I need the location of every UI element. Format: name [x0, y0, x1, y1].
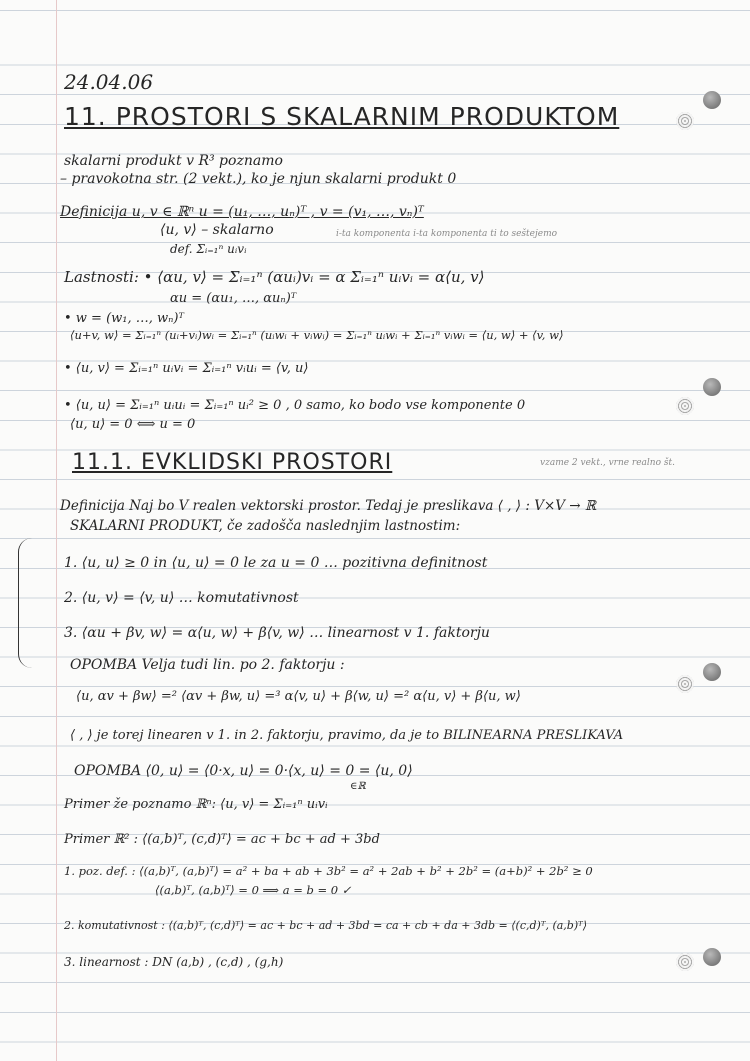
text-line: ⟨ , ⟩ je torej linearen v 1. in 2. faktorju, pravimo, da je to BILINEARNA PRESLIKAVA	[70, 728, 624, 743]
remark-line: OPOMBA ⟨0, u⟩ = ⟨0·x, u⟩ = 0·⟨x, u⟩ = 0 = ⟨u, 0⟩	[74, 763, 413, 779]
binder-hole-icon	[703, 948, 721, 966]
text-line: • ⟨u, v⟩ = Σᵢ₌₁ⁿ uᵢvᵢ = Σᵢ₌₁ⁿ vᵢuᵢ = ⟨v, u⟩	[64, 361, 309, 376]
text-line: SKALARNI PRODUKT, če zadošča naslednjim lastnostim:	[70, 518, 461, 534]
brace-mark	[18, 538, 37, 668]
remark-line: OPOMBA Velja tudi lin. po 2. faktorju :	[70, 657, 345, 673]
definition-line: Definicija Naj bo V realen vektorski prostor. Tedaj je preslikava ⟨ , ⟩ : V×V → ℝ	[60, 498, 597, 514]
text-line: 3. linearnost : DN (a,b) , (c,d) , (g,h)	[64, 955, 284, 969]
perforation-icon	[676, 112, 694, 130]
text-line: ⟨u+v, w⟩ = Σᵢ₌₁ⁿ (uᵢ+vᵢ)wᵢ = Σᵢ₌₁ⁿ (uᵢwᵢ + vᵢwᵢ) = Σᵢ₌₁ⁿ uᵢwᵢ + Σᵢ₌₁ⁿ vᵢwᵢ = ⟨u, w⟩ + ⟨v, w⟩	[70, 328, 564, 342]
text-line: – pravokotna str. (2 vekt.), ko je njun skalarni produkt 0	[60, 171, 457, 187]
perforation-icon	[676, 397, 694, 415]
margin-line	[56, 0, 57, 1061]
example-line: Primer ℝ² : ⟨(a,b)ᵀ, (c,d)ᵀ⟩ = ac + bc + ad + 3bd	[64, 832, 380, 847]
binder-hole-icon	[703, 91, 721, 109]
faint-note: i-ta komponenta i-ta komponenta ti to seštejemo	[336, 229, 558, 239]
perforation-icon	[676, 675, 694, 693]
text-line: • ⟨u, u⟩ = Σᵢ₌₁ⁿ uᵢuᵢ = Σᵢ₌₁ⁿ uᵢ² ≥ 0 , 0 samo, ko bodo vse komponente 0	[64, 398, 526, 413]
binder-hole-icon	[703, 378, 721, 396]
property-2: 2. ⟨u, v⟩ = ⟨v, u⟩ … komutativnost	[64, 590, 299, 606]
perforation-icon	[676, 953, 694, 971]
text-line: skalarni produkt v R³ poznamo	[64, 153, 283, 169]
text-line: • w = (w₁, …, wₙ)ᵀ	[64, 311, 184, 326]
faint-note: vzame 2 vekt., vrne realno št.	[540, 458, 675, 468]
sub-label: ∈ℝ	[350, 781, 366, 792]
definition-line: Definicija u, v ∈ ℝⁿ u = (u₁, …, uₙ)ᵀ , v = (v₁, …, vₙ)ᵀ	[60, 204, 424, 220]
text-line: ⟨(a,b)ᵀ, (a,b)ᵀ⟩ = 0 ⟹ a = b = 0 ✓	[155, 883, 352, 897]
text-line: 1. poz. def. : ⟨(a,b)ᵀ, (a,b)ᵀ⟩ = a² + ba + ab + 3b² = a² + 2ab + b² + 2b² = (a+b)² + 2b² ≥ 0	[64, 864, 593, 878]
text-line: def. Σᵢ₌₁ⁿ uᵢvᵢ	[170, 242, 247, 256]
text-line: 2. komutativnost : ⟨(a,b)ᵀ, (c,d)ᵀ⟩ = ac + bc + ad + 3bd = ca + cb + da + 3db = ⟨(c,d)ᵀ, (a,b)ᵀ⟩	[64, 919, 588, 932]
properties-line: Lastnosti: • ⟨αu, v⟩ = Σᵢ₌₁ⁿ (αuᵢ)vᵢ = α Σᵢ₌₁ⁿ uᵢvᵢ = α⟨u, v⟩	[64, 268, 485, 286]
section-title: 11.1. EVKLIDSKI PROSTORI	[72, 450, 393, 475]
chapter-title: 11. PROSTORI S SKALARNIM PRODUKTOM	[64, 102, 620, 131]
example-line: Primer že poznamo ℝⁿ: ⟨u, v⟩ = Σᵢ₌₁ⁿ uᵢvᵢ	[64, 797, 328, 812]
date: 24.04.06	[64, 70, 154, 94]
text-line: ⟨u, u⟩ = 0 ⟺ u = 0	[70, 417, 196, 432]
property-1: 1. ⟨u, u⟩ ≥ 0 in ⟨u, u⟩ = 0 le za u = 0 … pozitivna definitnost	[64, 555, 488, 571]
binder-hole-icon	[703, 663, 721, 681]
text-line: ⟨u, αv + βw⟩ =² ⟨αv + βw, u⟩ =³ α⟨v, u⟩ + β⟨w, u⟩ =² α⟨u, v⟩ + β⟨u, w⟩	[76, 689, 521, 704]
text-line: ⟨u, v⟩ – skalarno	[160, 222, 274, 238]
property-3: 3. ⟨αu + βv, w⟩ = α⟨u, w⟩ + β⟨v, w⟩ … linearnost v 1. faktorju	[64, 625, 490, 641]
text-line: αu = (αu₁, …, αuₙ)ᵀ	[170, 291, 297, 306]
